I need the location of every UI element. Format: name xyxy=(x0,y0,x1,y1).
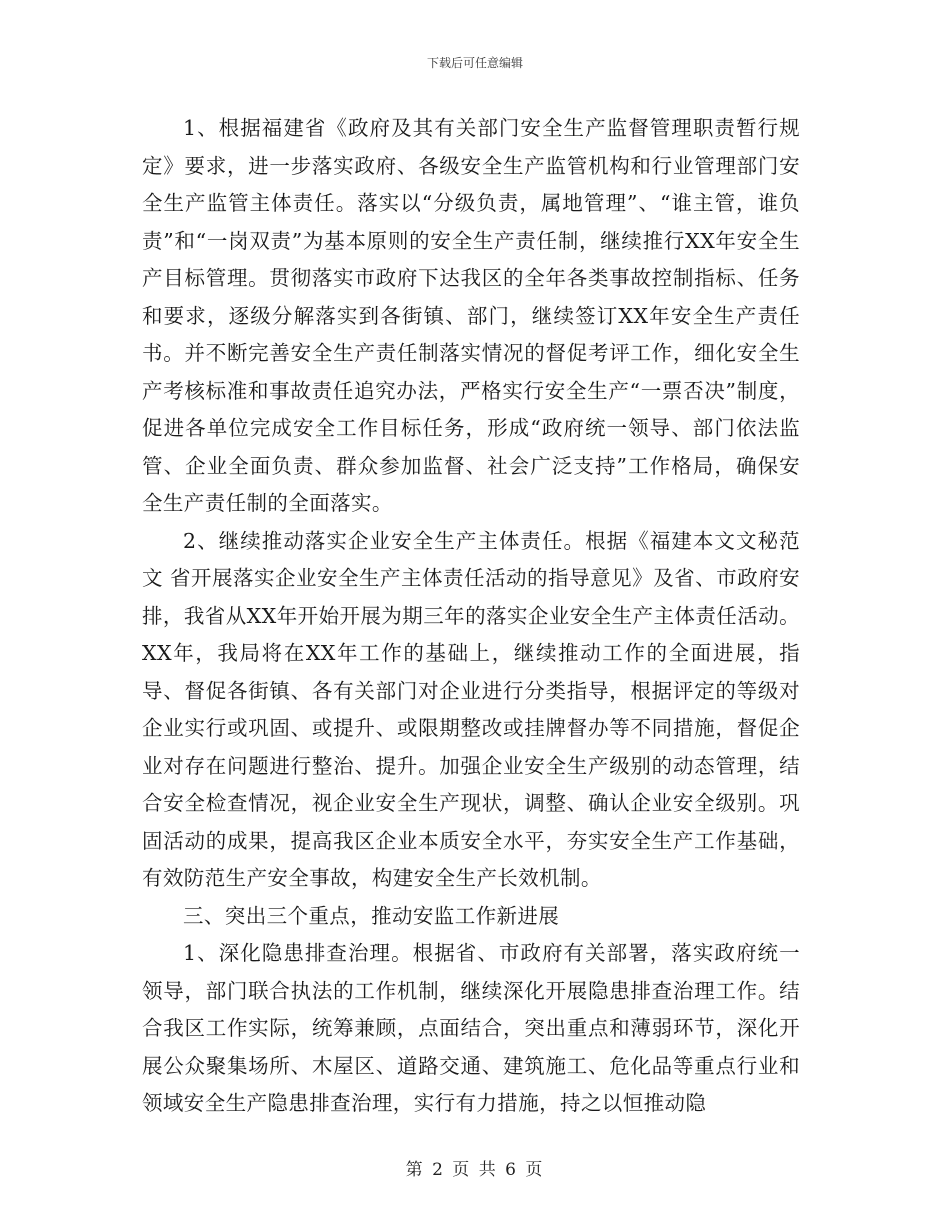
paragraph-hazard-inspection: 1、深化隐患排查治理。根据省、市政府有关部署，落实政府统一领导，部门联合执法的工作机制，继续深化开展隐患排查治理工作。结合我区工作实际，统筹兼顾，点面结合，突出重点和薄弱环节，深化开展公众聚集场所、木屋区、道路交通、建筑施工、危化品等重点行业和领域安全生产隐患排查治理，实行有力措施，持之以恒推动隐 xyxy=(142,941,800,1115)
paragraph-enterprise-responsibility: 2、继续推动落实企业安全生产主体责任。根据《福建本文文秘范文 省开展落实企业安全生产主体责任活动的指导意见》及省、市政府安排，我省从XX年开始开展为期三年的落实企业安全生产主体责任活动。XX年，我局将在XX年工作的基础上，继续推动工作的全面进展，指导、督促各街镇、各有关部门对企业进行分类指导，根据评定的等级对企业实行或巩固、或提升、或限期整改或挂牌督办等不同措施，督促企业对存在问题进行整治、提升。加强企业安全生产级别的动态管理，结合安全检查情况，视企业安全生产现状，调整、确认企业安全级别。巩固活动的成果，提高我区企业本质安全水平，夯实安全生产工作基础，有效防范生产安全事故，构建安全生产长效机制。 xyxy=(142,528,800,890)
page-number-footer: 第 2 页 共 6 页 xyxy=(405,1160,545,1180)
section-heading-three: 三、突出三个重点，推动安监工作新进展 xyxy=(183,903,560,928)
header-note: 下载后可任意编辑 xyxy=(426,56,523,70)
paragraph-responsibility: 1、根据福建省《政府及其有关部门安全生产监督管理职责暂行规定》要求，进一步落实政府、各级安全生产监管机构和行业管理部门安全生产监管主体责任。落实以“分级负责，属地管理”、“谁主管，谁负责”和“一岗双责”为基本原则的安全生产责任制，继续推行XX年安全生产目标管理。贯彻落实市政府下达我区的全年各类事故控制指标、任务和要求，逐级分解落实到各街镇、部门，继续签订XX年安全生产责任书。并不断完善安全生产责任制落实情况的督促考评工作，细化安全生产考核标准和事故责任追究办法，严格实行安全生产“一票否决”制度，促进各单位完成安全工作目标任务，形成“政府统一领导、部门依法监管、企业全面负责、群众参加监督、社会广泛支持”工作格局，确保安全生产责任制的全面落实。 xyxy=(142,116,800,515)
document-body xyxy=(142,110,800,1123)
